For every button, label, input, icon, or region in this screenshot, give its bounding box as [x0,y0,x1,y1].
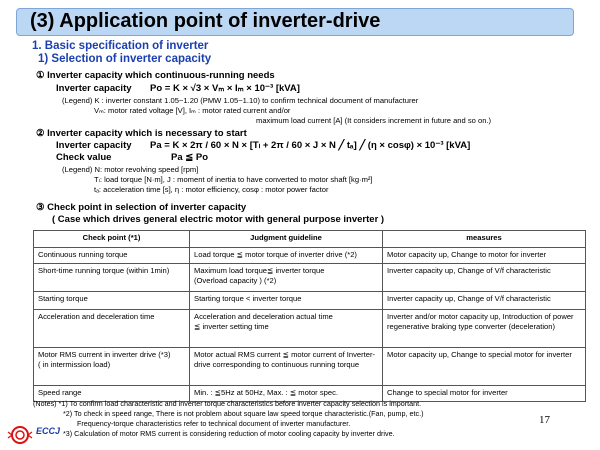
sec1-legend-2: Vₘ: motor rated voltage [V], Iₘ : motor rated current and/or [94,106,291,115]
page-title: (3) Application point of inverter-drive [30,10,381,32]
sec2-formula: Pa = K × 2π / 60 × N × [Tₗ + 2π / 60 × J × N ╱ tₐ] ╱ (η × cosφ) × 10⁻³ [kVA] [150,140,471,151]
table-cell-guideline: Starting torque < inverter torque [190,292,383,310]
table-row [34,292,586,310]
sec2-check-label: Check value [56,152,112,163]
table-row [34,264,586,292]
table-header-cell: Judgment guideline [190,231,383,248]
sec1-legend-3: maximum load current [A] (It considers increment in future and so on.) [256,116,492,125]
table-cell-checkpoint: Speed range [34,386,190,402]
table-header-cell: Check point (*1) [34,231,190,248]
table-cell-measures: Inverter capacity up, Change of V/f characteristic [383,264,586,292]
logo-text: ECCJ [36,426,61,436]
section-heading-1: 1. Basic specification of inverter [32,40,209,52]
table-cell-checkpoint: Starting torque [34,292,190,310]
table-cell-checkpoint: Continuous running torque [34,248,190,264]
section-heading-2: 1) Selection of inverter capacity [38,53,212,65]
sec1-formula-label: Inverter capacity [56,83,132,94]
table-row [34,248,586,264]
sec1-legend-1: (Legend) K : inverter constant 1.05~1.20 (PMW 1.05~1.10) to confirm technical document of manufacturer [62,96,419,105]
table-cell-checkpoint: Acceleration and deceleration time [34,310,190,348]
table-cell-guideline: Min. : ≦5Hz at 50Hz, Max. : ≦ motor spec. [190,386,383,402]
sec2-check-formula: Pa ≦ Po [171,152,208,163]
sec2-legend-3: tₐ: acceleration time [s], η : motor efficiency, cosφ : motor power factor [94,185,329,194]
table-cell-guideline: Acceleration and deceleration actual time ≦ inverter setting time [190,310,383,348]
check-point-table [33,230,586,402]
sec2-legend-2: Tₗ: load torque [N·m], J : moment of inertia to have converted to motor shaft [kg·m²] [94,175,373,184]
table-cell-guideline: Maximum load torque≦ inverter torque (Overload capacity ) (*2) [190,264,383,292]
sec3-subtitle: ( Case which drives general electric motor with general purpose inverter ) [52,214,385,225]
table-cell-measures: Change to special motor for inverter [383,386,586,402]
notes [33,399,424,439]
table-cell-guideline: Load torque ≦ motor torque of inverter drive (*2) [190,248,383,264]
table-cell-measures: Motor capacity up, Change to special motor for inverter [383,348,586,386]
table-row [34,310,586,348]
sec3-title: ③ Check point in selection of inverter capacity [36,202,247,213]
table-cell-checkpoint: Short-time running torque (within 1min) [34,264,190,292]
note-2: *2) To check in speed range, There is not problem about square law speed torque characteristic.(Fan, pump, etc.) [63,409,424,418]
table-cell-guideline: Motor actual RMS current ≦ motor current of Inverter-drive corresponding to continuous running torque [190,348,383,386]
sec1-formula: Po = K × √3 × Vₘ × Iₘ × 10⁻³ [kVA] [150,83,300,94]
table-cell-measures: Motor capacity up, Change to motor for inverter [383,248,586,264]
table-cell-measures: Inverter and/or motor capacity up, Introduction of power regenerative braking type converter (deceleration) [383,310,586,348]
sec1-title: ① Inverter capacity which continuous-running needs [36,70,275,81]
note-2b: Frequency-torque characteristics refer to technical document of inverter manufacturer. [77,419,351,428]
table-cell-measures: Inverter capacity up, Change of V/f characteristic [383,292,586,310]
note-1: (Notes) *1) To confirm load characteristic and inverter torque characteristics before inverter capacity selection is important. [33,399,422,408]
table-header-row [34,231,586,248]
sec2-formula-label: Inverter capacity [56,140,132,151]
sec2-legend-1: (Legend) N: motor revolving speed [rpm] [62,165,199,174]
note-3: *3) Calculation of motor RMS current is considering reduction of motor cooling capacity by inverter drive. [63,429,395,438]
page-number: 17 [539,414,550,426]
table-header-cell: measures [383,231,586,248]
sec2-title: ② Inverter capacity which is necessary to start [36,128,247,139]
table-cell-checkpoint: Motor RMS current in inverter drive (*3) ( in intermission load) [34,348,190,386]
table-row [34,348,586,386]
